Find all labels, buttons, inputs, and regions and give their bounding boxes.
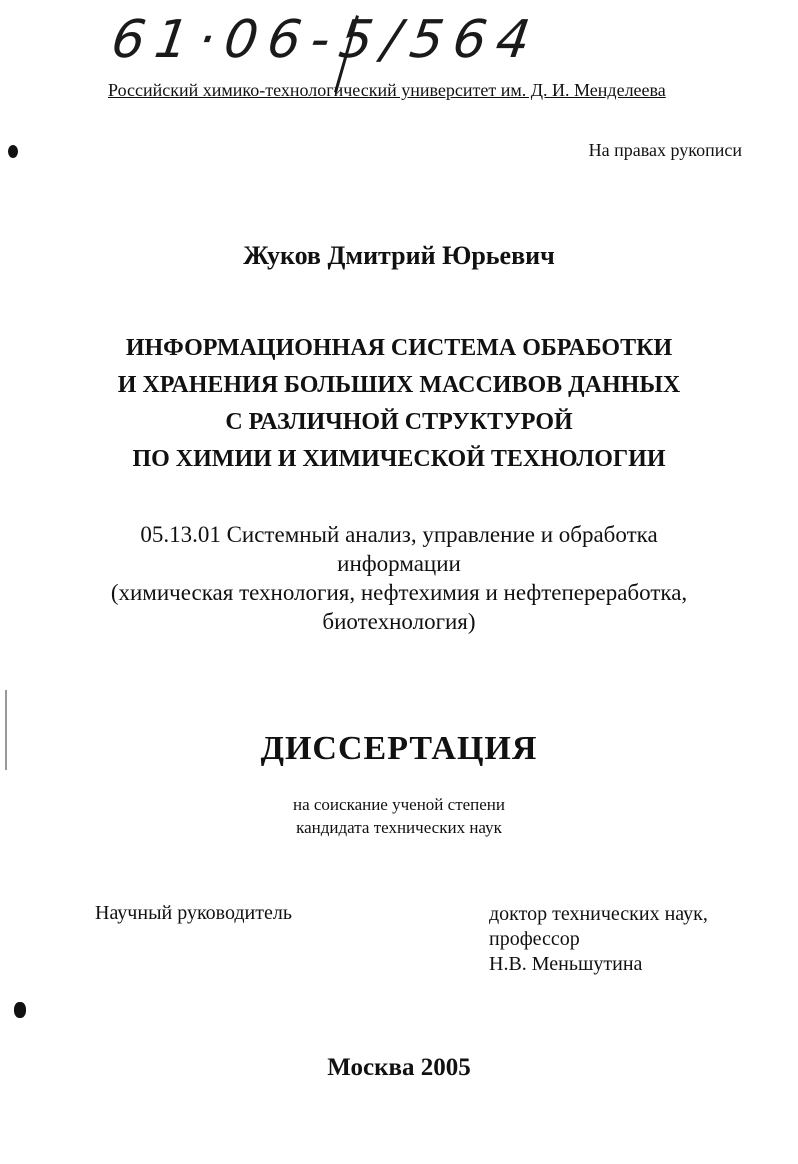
specialty-line: информации — [337, 551, 461, 576]
title-line: С РАЗЛИЧНОЙ СТРУКТУРОЙ — [225, 409, 573, 435]
specialty-description — [0, 520, 798, 636]
supervisor-degree: доктор технических наук, — [489, 903, 708, 925]
supervisor-title: профессор — [489, 928, 580, 950]
document-type: ДИССЕРТАЦИЯ — [260, 730, 538, 767]
specialty-line: 05.13.01 Системный анализ, управление и обработка — [140, 522, 658, 547]
dissertation-title — [0, 330, 798, 478]
degree-description — [0, 793, 798, 839]
university-name: Российский химико-технологический университет им. Д. И. Менделеева — [108, 80, 666, 100]
ink-blot-mark — [8, 145, 18, 158]
degree-line: на соискание ученой степени — [292, 795, 506, 814]
title-line: И ХРАНЕНИЯ БОЛЬШИХ МАССИВОВ ДАННЫХ — [117, 372, 681, 398]
title-line: ИНФОРМАЦИОННАЯ СИСТЕМА ОБРАБОТКИ — [125, 335, 673, 361]
specialty-line: (химическая технология, нефтехимия и нефтепереработка, — [110, 580, 688, 605]
title-line: ПО ХИМИИ И ХИМИЧЕСКОЙ ТЕХНОЛОГИИ — [132, 446, 666, 472]
supervisor-name: Н.В. Меньшутина — [489, 953, 643, 975]
place-and-year: Москва 2005 — [327, 1054, 471, 1081]
rights-note: На правах рукописи — [588, 140, 742, 160]
supervisor-label: Научный руководитель — [95, 902, 292, 924]
author-name: Жуков Дмитрий Юрьевич — [243, 241, 555, 270]
specialty-line: биотехнология) — [322, 609, 476, 634]
degree-line: кандидата технических наук — [296, 818, 502, 837]
handwritten-catalog-number: 61·06-5/564 — [107, 10, 544, 70]
supervisor-details — [489, 902, 708, 977]
ink-blot-mark — [14, 1002, 26, 1018]
